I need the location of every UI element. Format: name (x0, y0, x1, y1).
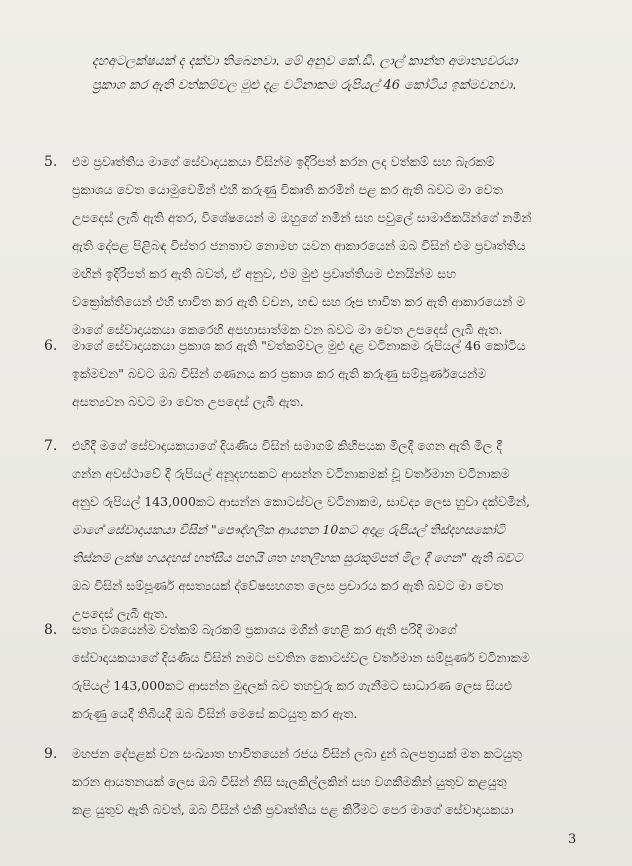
paragraph-number: 5. (44, 154, 58, 170)
paragraph-line: කරන ආයතනයක් ලෙස ඔබ විසින් නිසි සැලකිල්ලකින් සහ වගකීමකින් යුතුව කළයුතු (72, 774, 507, 789)
paragraph-line: ගන්න අවස්ථාවේ දී රුපියල් අනූදහසකට ආසන්න වටිනාකමක් වූ වර්තමාන වටිනාකම (72, 466, 510, 481)
paragraph-line: අනුව රුපියල් 143,000කට ආසන්න කොටස්වල වටිනාකම, සාවද්‍ය ලෙස හුවා දක්වමින්, (72, 494, 530, 509)
paragraph-line: මාගේ සේවාදායකයා විසින් "පෞද්ගලික ආයතන 10කට අදාළ රුපියල් තිස්දහසකෝටි (72, 522, 505, 537)
paragraph-line: තිස්නම ලක්ෂ හයදහස් හත්සිය පහයි ශත හතලිහක සුරකුම්පත් මිල දී ගෙන" ඇති බවට (72, 550, 523, 565)
paragraph-body (72, 432, 592, 628)
paragraph-body (72, 148, 592, 344)
paragraph-line: මාගේ සේවාදායකයා කෙරෙහි අපහාසාත්මක වන බවට මා වෙත උපදෙස් ලැබී ඇත. (72, 322, 503, 337)
paragraph-body (72, 332, 592, 416)
paragraph-number: 6. (44, 338, 58, 354)
paragraph-line: උපදෙස් ලැබී ඇති අතර, විශේෂයෙන් ම ඔහුගේ නමින් සහ පවුලේ සාමාජිකයින්ගේ නමින් (72, 210, 532, 225)
paragraph-line: කළ යුතුව ඇති බවත්, ඔබ විසින් එකී ප්‍රවෘත්තිය පළ කිරීමට පෙර මාගේ සේවාදායකයා (72, 802, 514, 817)
intro-continuation (92, 50, 582, 98)
paragraph-line: මාගේ සේවාදායකයා ප්‍රකාශ කර ඇති "වත්කම්වල මුළු දළ වටිනාකම රුපියල් 46 කෝටිය (72, 338, 526, 353)
paragraph-line: වක්‍රෝක්තියෙන් එහි භාවිත කර ඇති වචන, හඬ සහ රූප භාවිත කර ඇති ආකාරයෙන් ම (72, 294, 526, 309)
paragraph-line: ප්‍රකාශය වෙත යොමුවෙමින් එහි කරුණු විකෘති කරමින් පළ කර ඇති බවට මා වෙත (72, 182, 503, 197)
paragraph-line: මඟින් ඉදිරිපත් කර ඇති බවත්, ඒ අනුව, එම මුළු ප්‍රවෘත්තියම එනයින්ම සහ (72, 266, 457, 281)
paragraph-line: රුපියල් 143,000කට ආසන්න මුදලක් බව තහවුරු කර ගැනීමට සාධාරණ ලෙස සියළු (72, 678, 513, 693)
paragraph-line: ඇති දේපළ පිළිබඳ විස්තර ජනතාව නොමඟ යවන ආකාරයෙන් ඔබ විසින් එම ප්‍රවෘත්තිය (72, 238, 526, 253)
paragraph-body (72, 616, 592, 728)
paragraph-line: සත්‍ය වශයෙන්ම වත්කම් බැරකම් ප්‍රකාශය මගින් හෙළි කර ඇති පරිදි මාගේ (72, 622, 457, 637)
paragraph-number: 9. (44, 746, 58, 762)
paragraph-line: සේවාදායකයාගේ දියණිය විසින් නමට පවතින කොටස්වල වර්තමාන සම්පූර්ණ වටිනාකම (72, 650, 530, 665)
paragraph-line: කරුණු යෙදී තිබියදී ඔබ විසින් මෙසේ කටයුතු කර ඇත. (72, 706, 358, 721)
paragraph-line: මහජන දේපළක් වන සංඛ්‍යාත භාවිතයෙන් රජය විසින් ලබා දුන් බලපත්‍රයක් මත කටයුතු (72, 746, 522, 761)
paragraph-line: ඉක්මවන" බවට ඔබ විසින් ගණනය කර ප්‍රකාශ කර ඇති කරුණු සම්පූර්ණයෙන්ම (72, 366, 487, 381)
intro-line: ප්‍රකාශ කර ඇති වත්කම්වල මුළු දළ වටිනාකම රුපියල් 46 කෝටිය ඉක්මවනවා. (92, 78, 517, 93)
paragraph-number: 7. (44, 438, 58, 454)
paragraph-body (72, 740, 592, 824)
intro-line: දහඅටලක්ෂයක් ද දක්වා තිබෙනවා. මේ අනුව කේ.ඩී. ලාල් කාන්ත අමාත්‍යවරයා (92, 54, 518, 69)
page-number: 3 (568, 832, 577, 847)
paragraph-line: උපදෙස් ලැබී ඇත. (72, 606, 168, 621)
paragraph-line: එහිදී මගේ සේවාදායකයාගේ දියණිය විසින් සමාගම් කිහිපයක මිලදී ගෙන ඇති මිල දී (72, 438, 502, 453)
paragraph-line: අසත්‍යවන බවට මා වෙත උපදෙස් ලැබී ඇත. (72, 394, 304, 409)
paragraph-number: 8. (44, 622, 58, 638)
paragraph-line: එම ප්‍රවෘත්තිය මාගේ සේවාදායකයා විසින්ම ඉදිරිපත් කරන ලද වත්කම් සහ බැරකම් (72, 154, 495, 169)
paragraph-line: ඔබ විසින් සම්පූර්ණ අසත්‍යයක් ද්වේෂසහගත ලෙස ප්‍රචාරය කර ඇති බවට මා වෙත (72, 578, 504, 593)
